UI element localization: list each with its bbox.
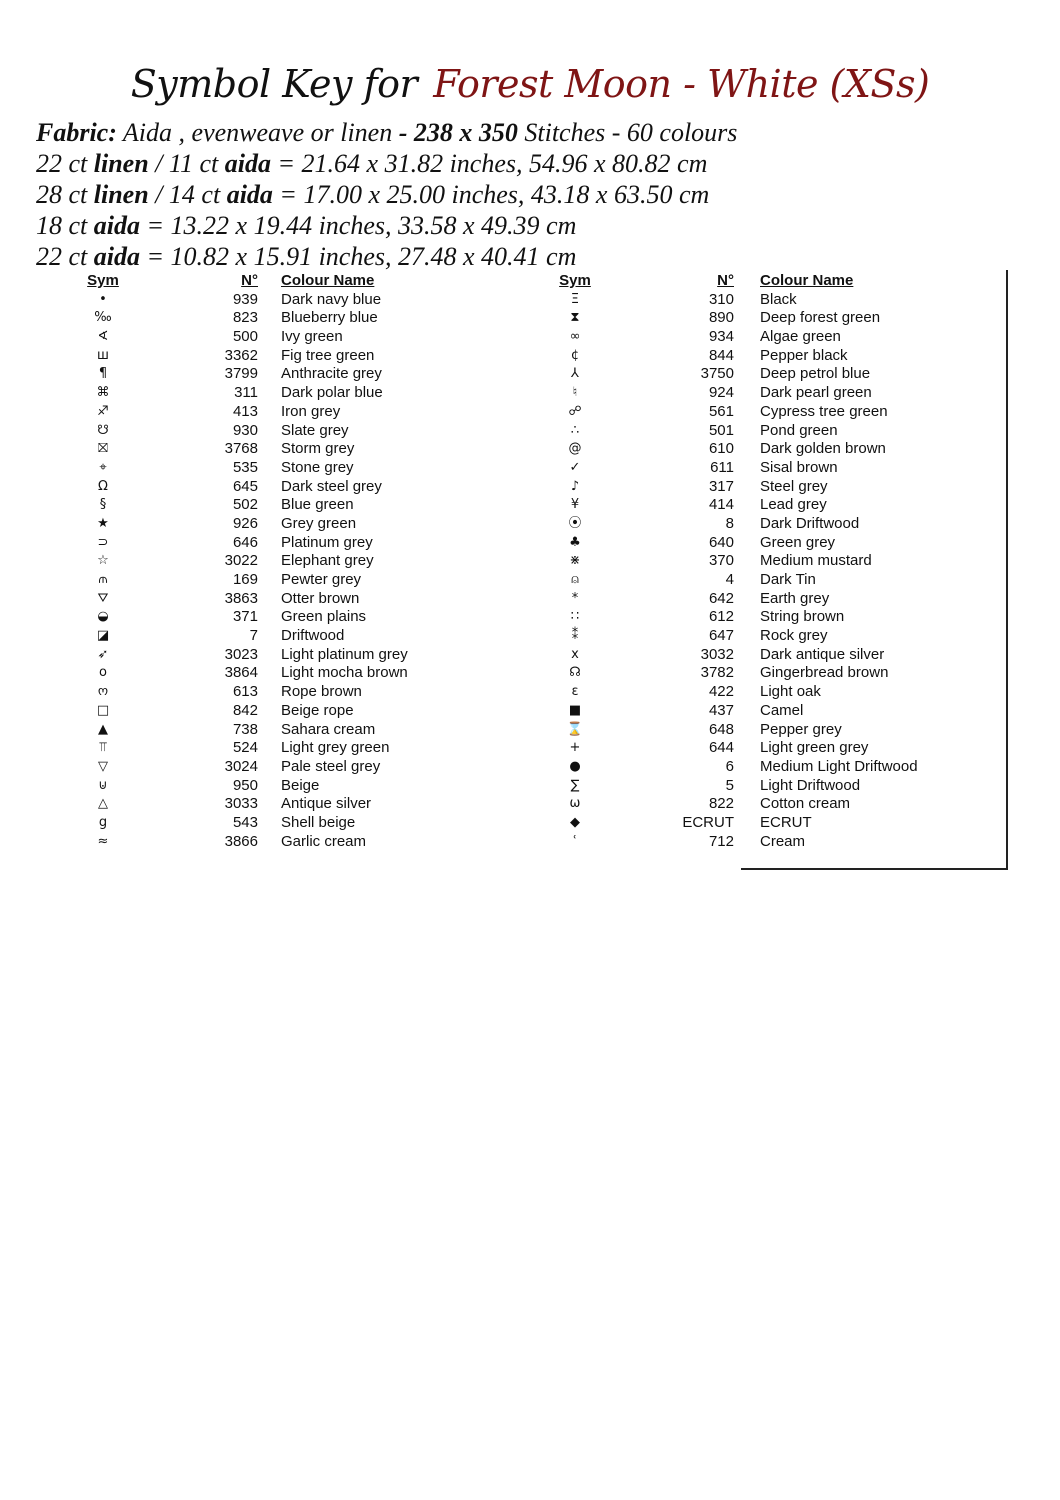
table-row <box>550 291 918 310</box>
stitch-symbol-icon: ∴ <box>570 422 580 438</box>
table-row <box>78 347 408 366</box>
stitch-symbol-icon: ⌛ <box>566 721 584 737</box>
colour-name: Dark antique silver <box>760 645 885 663</box>
colour-number: 611 <box>710 458 734 476</box>
size-text: / 14 ct <box>148 180 227 209</box>
colour-number: 644 <box>708 739 734 757</box>
colour-number: 535 <box>232 458 258 476</box>
stitch-symbol-icon: ⋇ <box>569 553 581 569</box>
stitch-symbol-icon: ⅄ <box>571 366 579 382</box>
table-row <box>78 683 408 702</box>
stitch-count: - 238 x 350 <box>398 118 518 147</box>
colour-number: 422 <box>708 683 734 701</box>
stitch-symbol-icon: ω <box>569 796 581 812</box>
stitch-symbol-icon: □ <box>96 702 110 718</box>
colour-name: Shell beige <box>281 813 356 831</box>
stitch-symbol-icon: * <box>571 590 579 606</box>
colour-name: Fig tree green <box>281 346 375 364</box>
stitch-symbol-icon: ◆ <box>570 814 580 830</box>
table-row <box>550 795 918 814</box>
colour-name: Cream <box>760 832 806 850</box>
colour-name: Iron grey <box>281 402 341 420</box>
colour-name: Dark Tin <box>760 571 816 588</box>
stitch-symbol-icon: ɛ <box>571 684 579 700</box>
stitch-symbol-icon: ✓ <box>569 459 581 475</box>
stitch-symbol-icon: ∢ <box>97 329 109 345</box>
table-row <box>550 627 918 646</box>
size-text: 22 ct <box>36 149 94 178</box>
colour-name: Deep petrol blue <box>760 365 871 383</box>
table-row <box>550 646 918 665</box>
table-row <box>78 496 408 515</box>
stitch-symbol-icon: ■ <box>568 702 582 718</box>
table-row <box>78 721 408 740</box>
colour-name: Pepper black <box>760 346 848 364</box>
table-row <box>78 515 408 534</box>
table-row <box>550 721 918 740</box>
colour-name: Sisal brown <box>760 458 838 476</box>
colour-name: String brown <box>760 608 845 626</box>
table-border-bottom <box>741 868 1007 870</box>
fabric-label: Fabric: <box>36 118 117 147</box>
stitch-symbol-icon: ⊃ <box>97 534 109 550</box>
header-colour-name: Colour Name <box>760 272 854 289</box>
colour-number: 543 <box>232 813 258 831</box>
colour-name: Antique silver <box>281 795 372 813</box>
table-row <box>550 440 918 459</box>
stitch-symbol-icon: ▽ <box>98 758 108 774</box>
stitch-symbol-icon: ➶ <box>97 646 109 662</box>
colour-name: Rock grey <box>760 627 828 645</box>
stitch-symbol-icon: ☋ <box>97 422 109 438</box>
colour-name: Blue green <box>281 496 354 514</box>
fabric-type: aida <box>226 180 273 209</box>
stitch-symbol-icon: ⁑ <box>571 628 579 644</box>
table-row <box>550 347 918 366</box>
table-row <box>78 590 408 609</box>
table-row <box>78 758 408 777</box>
table-row <box>78 534 408 553</box>
colour-name: Beige rope <box>281 701 354 719</box>
table-row <box>78 814 408 833</box>
stitch-symbol-icon: ⦿ <box>568 515 582 531</box>
stitch-symbol-icon: ◪ <box>96 628 110 644</box>
colour-name: Dark Driftwood <box>760 514 860 532</box>
colour-name: Cypress tree green <box>760 402 888 420</box>
size-line <box>36 148 1036 179</box>
colour-name: Rope brown <box>281 683 362 701</box>
table-row <box>78 571 408 590</box>
stitch-symbol-icon: § <box>99 497 107 513</box>
fabric-types: Aida , evenweave or linen <box>116 118 399 147</box>
colour-name: Garlic cream <box>281 832 367 850</box>
table-row <box>78 777 408 796</box>
table-row <box>78 403 408 422</box>
colour-name: Pale steel grey <box>281 757 381 775</box>
colour-number: 413 <box>232 402 258 420</box>
fabric-type: aida <box>224 149 271 178</box>
table-row <box>78 795 408 814</box>
colour-number: 524 <box>232 739 258 757</box>
stitch-symbol-icon: ⛛ <box>97 590 109 606</box>
colour-name: Algae green <box>760 328 841 346</box>
colour-name: Light mocha brown <box>281 664 408 682</box>
colour-number: 3864 <box>224 664 258 682</box>
colour-number: 3768 <box>224 440 258 458</box>
table-row <box>550 403 918 422</box>
table-row <box>78 365 408 384</box>
table-row <box>78 739 408 758</box>
colour-number: 414 <box>708 496 734 514</box>
colour-name: Anthracite grey <box>281 365 382 383</box>
colour-name: Earth grey <box>760 589 830 607</box>
stitch-symbol-icon: g <box>98 814 108 830</box>
colour-number: 311 <box>234 384 258 402</box>
table-row <box>78 627 408 646</box>
table-row <box>78 384 408 403</box>
fabric-type: aida <box>93 211 140 240</box>
table-row <box>550 552 918 571</box>
table-row <box>78 422 408 441</box>
size-text: = 17.00 x 25.00 inches, 43.18 x 63.50 cm <box>272 180 710 209</box>
colour-number: 3866 <box>224 832 258 850</box>
table-header <box>550 272 918 291</box>
colour-name: Light grey green <box>281 739 390 757</box>
colour-number: 3362 <box>224 346 258 364</box>
colour-name: Grey green <box>281 514 357 532</box>
colour-number: 950 <box>232 776 258 794</box>
size-text: 22 ct <box>36 242 94 271</box>
stitch-symbol-icon: ‰ <box>94 310 112 326</box>
colour-number: 890 <box>708 309 734 327</box>
colour-name: Blueberry blue <box>281 309 378 327</box>
table-row <box>550 571 918 590</box>
colour-number: 561 <box>708 402 734 420</box>
colour-number: 5 <box>725 776 734 794</box>
colour-name: Platinum grey <box>281 533 373 551</box>
table-row <box>78 291 408 310</box>
stitch-symbol-icon: ш <box>97 347 109 363</box>
stitch-symbol-icon: ⫙ <box>98 572 108 587</box>
pattern-name: Forest Moon - White (XSs) <box>433 62 930 106</box>
colour-name: Light platinum grey <box>281 645 408 663</box>
colour-number: 310 <box>708 290 734 308</box>
fabric-specs <box>36 117 1036 272</box>
colour-name: Storm grey <box>281 440 355 458</box>
colour-number: 647 <box>708 627 734 645</box>
stitch-symbol-icon: ∑ <box>570 777 580 793</box>
table-header <box>78 272 408 291</box>
colour-number: 712 <box>708 832 734 850</box>
colour-name: Dark navy blue <box>281 290 382 308</box>
stitch-symbol-icon: ¶ <box>98 366 108 382</box>
table-row <box>550 683 918 702</box>
colour-number: 640 <box>708 533 734 551</box>
page-title <box>0 58 1060 110</box>
stitch-symbol-icon: ♣ <box>569 534 581 550</box>
table-row <box>550 664 918 683</box>
colour-number: 6 <box>725 757 734 775</box>
table-row <box>78 440 408 459</box>
stitch-symbol-icon: ☍ <box>568 403 582 419</box>
stitch-symbol-icon: ⊍ <box>98 777 108 793</box>
stitch-symbol-icon: ∞ <box>569 329 581 345</box>
size-text: = 10.82 x 15.91 inches, 27.48 x 40.41 cm <box>140 242 577 271</box>
fabric-type: aida <box>93 242 140 271</box>
stitch-symbol-icon: ʿ <box>573 833 577 849</box>
colour-number: 642 <box>708 589 734 607</box>
colour-number: 437 <box>708 701 734 719</box>
colour-number: 3782 <box>700 664 734 682</box>
stitch-symbol-icon: ▲ <box>98 721 108 737</box>
stitch-symbol-icon: ☊ <box>569 665 581 681</box>
table-row <box>550 739 918 758</box>
table-row <box>550 328 918 347</box>
stitch-symbol-icon: ♮ <box>572 385 578 401</box>
fabric-type: linen <box>93 149 149 178</box>
colour-name: Cotton cream <box>760 795 851 813</box>
colour-number: 502 <box>232 496 258 514</box>
stitch-symbol-icon: ⫪ <box>99 740 107 756</box>
colour-number: 371 <box>232 608 258 626</box>
colour-number: ECRUT <box>682 813 734 831</box>
table-row <box>550 833 918 852</box>
table-row <box>78 309 408 328</box>
stitch-symbol-icon: ⍝ <box>571 572 579 587</box>
stitch-colours: Stitches - 60 colours <box>517 118 738 147</box>
stitch-symbol-icon: ⌘ <box>96 385 110 401</box>
colour-name: Dark pearl green <box>760 384 872 402</box>
colour-name: Beige <box>281 776 320 794</box>
colour-name: Black <box>760 290 797 308</box>
colour-name: Medium mustard <box>760 552 872 570</box>
colour-number: 370 <box>708 552 734 570</box>
header-colour-name: Colour Name <box>281 272 375 289</box>
table-row <box>78 478 408 497</box>
colour-name: Gingerbread brown <box>760 664 889 682</box>
size-text: = 13.22 x 19.44 inches, 33.58 x 49.39 cm <box>140 211 577 240</box>
stitch-symbol-icon: Ξ <box>570 291 580 307</box>
colour-number: 648 <box>708 720 734 738</box>
stitch-symbol-icon: ≈ <box>97 833 109 849</box>
colour-number: 645 <box>232 477 258 495</box>
colour-number: 930 <box>232 421 258 439</box>
colour-name: Pepper grey <box>760 720 842 738</box>
colour-name: Pond green <box>760 421 838 439</box>
table-row <box>550 384 918 403</box>
table-row <box>550 777 918 796</box>
colour-number: 3032 <box>700 645 734 663</box>
size-line <box>36 179 1036 210</box>
table-border-right <box>1006 270 1008 870</box>
colour-name: ECRUT <box>760 813 812 831</box>
colour-number: 822 <box>708 795 734 813</box>
colour-number: 501 <box>708 421 734 439</box>
colour-name: Ivy green <box>281 328 343 346</box>
colour-number: 500 <box>232 328 258 346</box>
table-row <box>550 459 918 478</box>
colour-name: Driftwood <box>281 627 345 645</box>
stitch-symbol-icon: ⛝ <box>98 441 108 457</box>
stitch-symbol-icon: ● <box>569 758 581 774</box>
stitch-symbol-icon: ო <box>97 684 109 700</box>
table-row <box>550 496 918 515</box>
stitch-symbol-icon: ¥ <box>570 497 580 513</box>
stitch-symbol-icon: o <box>99 665 107 681</box>
colour-number: 3022 <box>224 552 258 570</box>
stitch-symbol-icon: ☆ <box>97 553 109 569</box>
fabric-type: linen <box>93 180 149 209</box>
colour-number: 4 <box>725 571 734 588</box>
stitch-symbol-icon: @ <box>568 441 582 457</box>
colour-number: 738 <box>232 720 258 738</box>
table-row <box>78 552 408 571</box>
colour-number: 3023 <box>224 645 258 663</box>
size-text: 28 ct <box>36 180 94 209</box>
fabric-line <box>36 117 1036 148</box>
colour-name: Dark golden brown <box>760 440 886 458</box>
colour-number: 646 <box>232 533 258 551</box>
colour-name: Pewter grey <box>281 571 362 588</box>
colour-name: Slate grey <box>281 421 349 439</box>
stitch-symbol-icon: △ <box>98 796 108 812</box>
symbol-key-left-column <box>78 272 408 851</box>
table-row <box>78 702 408 721</box>
table-row <box>550 422 918 441</box>
stitch-symbol-icon: ◒ <box>97 609 109 625</box>
colour-name: Elephant grey <box>281 552 374 570</box>
colour-name: Deep forest green <box>760 309 881 327</box>
table-row <box>550 534 918 553</box>
colour-number: 924 <box>708 384 734 402</box>
size-line <box>36 210 1036 241</box>
table-row <box>550 608 918 627</box>
table-row <box>78 664 408 683</box>
colour-number: 3033 <box>224 795 258 813</box>
table-row <box>78 328 408 347</box>
table-row <box>78 833 408 852</box>
table-row <box>550 309 918 328</box>
stitch-symbol-icon: ★ <box>97 515 109 531</box>
header-number: N° <box>717 272 734 289</box>
colour-name: Stone grey <box>281 458 354 476</box>
colour-name: Light green grey <box>760 739 869 757</box>
stitch-symbol-icon: ⌖ <box>99 459 107 475</box>
header-sym: Sym <box>559 272 591 289</box>
colour-name: Dark polar blue <box>281 384 383 402</box>
stitch-symbol-icon: ⧗ <box>570 310 580 326</box>
colour-name: Light Driftwood <box>760 776 861 794</box>
stitch-symbol-icon: ♪ <box>570 478 580 494</box>
colour-name: Camel <box>760 701 804 719</box>
stitch-symbol-icon: ♐ <box>97 403 109 419</box>
stitch-symbol-icon: x <box>571 646 579 662</box>
colour-name: Light oak <box>760 683 821 701</box>
size-text: = 21.64 x 31.82 inches, 54.96 x 80.82 cm <box>270 149 708 178</box>
stitch-symbol-icon: + <box>569 740 581 756</box>
size-text: 18 ct <box>36 211 94 240</box>
colour-name: Medium Light Driftwood <box>760 757 918 775</box>
table-row <box>550 814 918 833</box>
table-row <box>550 365 918 384</box>
stitch-symbol-icon: ∷ <box>570 609 580 625</box>
colour-number: 8 <box>725 514 734 532</box>
table-row <box>550 702 918 721</box>
table-row <box>550 758 918 777</box>
colour-number: 3863 <box>224 589 258 607</box>
colour-number: 3799 <box>224 365 258 383</box>
table-row <box>78 459 408 478</box>
colour-name: Green grey <box>760 533 836 551</box>
colour-number: 3750 <box>700 365 734 383</box>
colour-number: 842 <box>232 701 258 719</box>
colour-number: 613 <box>232 683 258 701</box>
stitch-symbol-icon: ¢ <box>570 347 580 363</box>
colour-number: 7 <box>249 627 258 645</box>
header-sym: Sym <box>87 272 119 289</box>
size-text: / 11 ct <box>148 149 225 178</box>
colour-number: 934 <box>708 328 734 346</box>
size-line <box>36 241 1036 272</box>
colour-name: Steel grey <box>760 477 828 495</box>
table-row <box>550 515 918 534</box>
colour-name: Dark steel grey <box>281 477 382 495</box>
table-row <box>78 608 408 627</box>
header-number: N° <box>241 272 258 289</box>
stitch-symbol-icon: Ω <box>98 478 108 494</box>
colour-number: 939 <box>232 290 258 308</box>
table-row <box>550 478 918 497</box>
table-row <box>550 590 918 609</box>
colour-name: Green plains <box>281 608 367 626</box>
colour-name: Otter brown <box>281 589 360 607</box>
colour-number: 317 <box>708 477 734 495</box>
stitch-symbol-icon: • <box>99 291 107 307</box>
colour-number: 3024 <box>224 757 258 775</box>
colour-number: 844 <box>708 346 734 364</box>
colour-name: Lead grey <box>760 496 827 514</box>
colour-number: 823 <box>232 309 258 327</box>
colour-number: 169 <box>232 571 258 588</box>
colour-number: 610 <box>708 440 734 458</box>
title-prefix: Symbol Key for <box>130 62 418 106</box>
colour-number: 926 <box>232 514 258 532</box>
colour-number: 612 <box>708 608 734 626</box>
table-row <box>78 646 408 665</box>
symbol-key-right-column <box>550 272 918 851</box>
colour-name: Sahara cream <box>281 720 376 738</box>
